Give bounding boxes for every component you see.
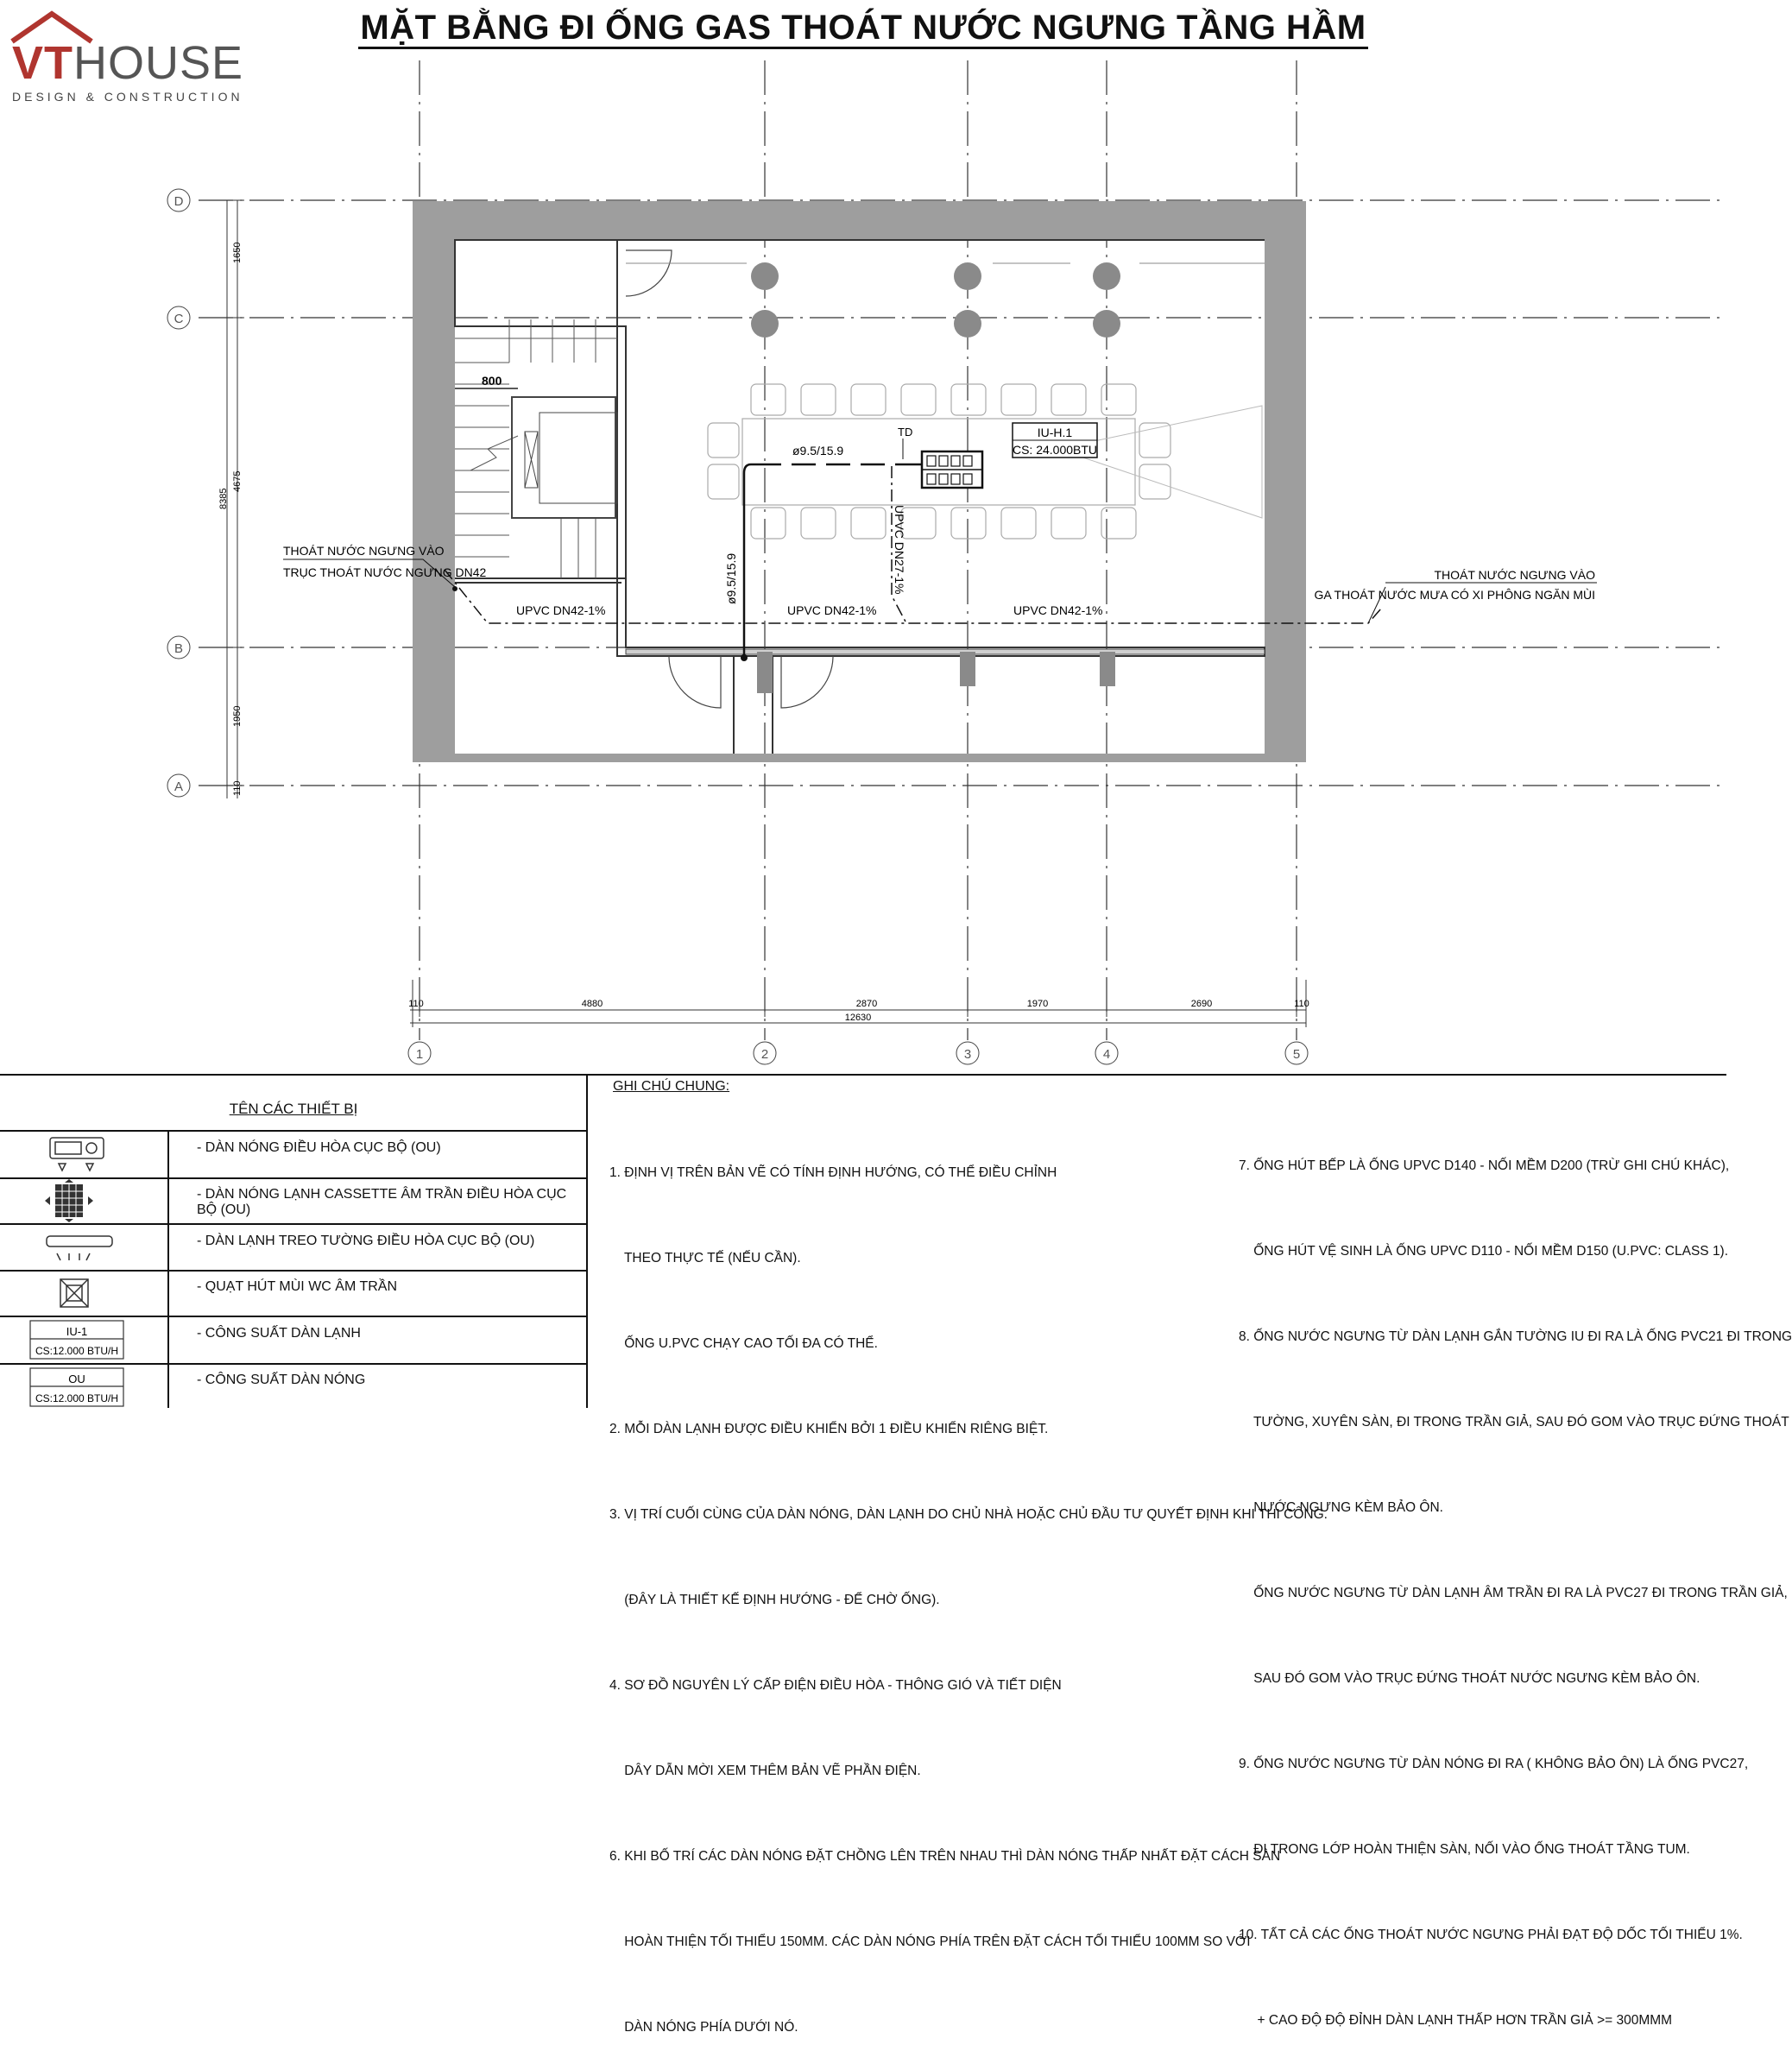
dim-bottom-1970: 1970 (1026, 999, 1049, 1009)
logo-vt: VT (12, 37, 74, 89)
note-line: NƯỚC NGƯNG KÈM BẢO ÔN. (1239, 1500, 1443, 1515)
stair-dimension: 800 (482, 374, 502, 388)
grid-col-4: 4 (1102, 1047, 1111, 1062)
legend-row (0, 1184, 587, 1231)
drain-pipes (445, 466, 1381, 623)
legend-desc: - DÀN NÓNG LẠNH CASSETTE ÂM TRẦN ĐIỀU HÒA CỤC BỘ (OU) (197, 1187, 567, 1217)
dim-bottom-4880: 4880 (581, 999, 603, 1009)
drain-label-v: UPVC DN27-1% (893, 505, 906, 595)
row-grid-bubbles (167, 189, 190, 797)
grid-col-5: 5 (1292, 1047, 1301, 1062)
legend-tag-iu-cap: CS:12.000 BTU/H (35, 1345, 119, 1357)
note-line: 2. MỖI DÀN LẠNH ĐƯỢC ĐIỀU KHIỂN BỞI 1 ĐIỀU KHIỂN RIÊNG BIỆT. (609, 1422, 1049, 1436)
note-line: THEO THỰC TẾ (NẾU CẦN). (609, 1251, 801, 1265)
legend-tag-ou-name: OU (68, 1373, 85, 1385)
doors (626, 250, 833, 708)
grid-col-1: 1 (415, 1047, 424, 1062)
note-line: 4. SƠ ĐỒ NGUYÊN LÝ CẤP ĐIỆN ĐIỀU HÒA - THÔNG GIÓ VÀ TIẾT DIỆN (609, 1678, 1062, 1693)
note-line: ỐNG HÚT VỆ SINH LÀ ỐNG UPVC D110 - NỐI MỀM D150 (U.PVC: CLASS 1). (1239, 1244, 1729, 1259)
legend-heading: TÊN CÁC THIẾT BỊ (229, 1101, 358, 1117)
grid-row-C: C (174, 312, 184, 326)
legend-row (0, 1370, 587, 1417)
grid-col-2: 2 (760, 1047, 769, 1062)
grid-row-B: B (174, 641, 184, 656)
grid-row-A: A (174, 779, 184, 794)
dim-bottom-2870: 2870 (855, 999, 878, 1009)
note-line: HOÀN THIỆN TỐI THIỂU 150MM. CÁC DÀN NÓNG PHÍA TRÊN ĐẶT CÁCH TỐI THIỂU 100MM SO VỚI (609, 1934, 1251, 1949)
legend-desc: - DÀN LẠNH TREO TƯỜNG ĐIỀU HÒA CỤC BỘ (OU) (197, 1234, 535, 1248)
note-line: ỐNG U.PVC CHẠY CAO TỐI ĐA CÓ THỂ. (609, 1336, 878, 1351)
note-line: 10. TẤT CẢ CÁC ỐNG THOÁT NƯỚC NGƯNG PHẢI ĐẠT ĐỘ DỐC TỐI THIỂU 1%. (1239, 1928, 1743, 1942)
note-line: + CAO ĐỘ ĐỘ ĐỈNH DÀN LẠNH THẤP HƠN TRẦN GIẢ >= 300MMM (1239, 2013, 1673, 2028)
gas-pipe-label-v: ø9.5/15.9 (724, 552, 738, 604)
unit-tag-capacity: CS: 24.000BTU (1012, 443, 1098, 457)
right-note-line2: GA THOÁT NƯỚC MƯA CÓ XI PHÔNG NGĂN MÙI (1314, 588, 1595, 602)
notes-column-1 (609, 1101, 1328, 2070)
drain-label-2: UPVC DN42-1% (787, 603, 877, 617)
dim-bottom-110b: 110 (1294, 999, 1309, 1009)
grid-col-3: 3 (963, 1047, 972, 1062)
logo-house: HOUSE (73, 37, 244, 89)
note-line: ỐNG NƯỚC NGƯNG TỪ DÀN LẠNH ÂM TRẦN ĐI RA LÀ PVC27 ĐI TRONG TRẦN GIẢ, (1239, 1586, 1788, 1600)
note-line: SAU ĐÓ GOM VÀO TRỤC ĐỨNG THOÁT NƯỚC NGƯNG KÈM BẢO ÔN. (1239, 1671, 1701, 1686)
interior-walls (455, 240, 1265, 754)
elevator (512, 397, 617, 518)
legend-desc: - CÔNG SUẤT DÀN LẠNH (197, 1326, 361, 1341)
partition-wall (626, 649, 1265, 654)
right-note-line1: THOÁT NƯỚC NGƯNG VÀO (1434, 568, 1595, 582)
col-grid-bubbles (408, 1042, 1308, 1064)
note-line: 6. KHI BỐ TRÍ CÁC DÀN NÓNG ĐẶT CHỒNG LÊN TRÊN NHAU THÌ DÀN NÓNG THẤP NHẤT ĐẶT CÁCH SÀN (609, 1849, 1281, 1864)
indoor-unit-iu-h1 (922, 451, 982, 488)
dim-left-1650: 1650 (232, 242, 243, 263)
note-line: ĐI TRONG LỚP HOÀN THIỆN SÀN, NỐI VÀO ỐNG THOÁT TẦNG TUM. (1239, 1842, 1690, 1857)
legend-row (0, 1277, 587, 1323)
note-line: 9. ỐNG NƯỚC NGƯNG TỪ DÀN NÓNG ĐI RA ( KHÔNG BẢO ÔN) LÀ ỐNG PVC27, (1239, 1757, 1749, 1771)
dim-left-8385: 8385 (218, 488, 229, 509)
gas-pipe-label-h: ø9.5/15.9 (792, 444, 844, 458)
note-line: 8. ỐNG NƯỚC NGƯNG TỪ DÀN LẠNH GẮN TƯỜNG IU ĐI RA LÀ ỐNG PVC21 ĐI TRONG (1239, 1329, 1792, 1344)
drain-label-1: UPVC DN42-1% (516, 603, 606, 617)
legend-desc: - DÀN NÓNG ĐIỀU HÒA CỤC BỘ (OU) (197, 1140, 441, 1155)
legend-tag-iu-name: IU-1 (66, 1325, 88, 1338)
dim-bottom-110a: 110 (408, 999, 424, 1009)
note-line: (ĐÂY LÀ THIẾT KẾ ĐỊNH HƯỚNG - ĐỂ CHỜ ỐNG). (609, 1593, 940, 1607)
grid-row-D: D (174, 194, 184, 209)
left-note-line1: THOÁT NƯỚC NGƯNG VÀO (283, 544, 445, 558)
dim-left-110: 110 (232, 780, 243, 796)
legend-tag-ou-cap: CS:12.000 BTU/H (35, 1392, 119, 1404)
dim-left-1950: 1950 (232, 705, 243, 727)
note-line: 3. VỊ TRÍ CUỐI CÙNG CỦA DÀN NÓNG, DÀN LẠNH DO CHỦ NHÀ HOẶC CHỦ ĐẦU TƯ QUYẾT ĐỊNH KHI THI CÔNG. (609, 1507, 1328, 1522)
staircase (455, 319, 617, 578)
note-line: 7. ỐNG HÚT BẾP LÀ ỐNG UPVC D140 - NỐI MỀM D200 (TRỪ GHI CHÚ KHÁC), (1239, 1158, 1730, 1173)
dim-bottom-2690: 2690 (1190, 999, 1213, 1009)
drain-label-3: UPVC DN42-1% (1013, 603, 1103, 617)
td-label: TD (898, 426, 913, 439)
unit-tag-name: IU-H.1 (1037, 426, 1073, 439)
legend-row (0, 1231, 587, 1278)
drawing-title-text: MẶT BẰNG ĐI ỐNG GAS THOÁT NƯỚC NGƯNG TẦNG HẦM (358, 9, 1367, 49)
dim-left-4675: 4675 (232, 470, 243, 492)
legend-row (0, 1323, 587, 1370)
ceiling-lights (751, 262, 1120, 338)
notes-column-2 (1239, 1095, 1792, 2063)
legend-row (0, 1138, 587, 1184)
note-line: DÀN NÓNG PHÍA DƯỚI NÓ. (609, 2020, 798, 2035)
left-note-line2: TRỤC THOÁT NƯỚC NGƯNG DN42 (283, 565, 487, 579)
note-line: DÂY DẪN MỜI XEM THÊM BẢN VẼ PHẦN ĐIỆN. (609, 1764, 921, 1778)
logo-tagline: DESIGN & CONSTRUCTION (12, 90, 243, 104)
note-line: TƯỜNG, XUYÊN SÀN, ĐI TRONG TRẦN GIẢ, SAU ĐÓ GOM VÀO TRỤC ĐỨNG THOÁT (1239, 1415, 1789, 1429)
note-line: 1. ĐỊNH VỊ TRÊN BẢN VẼ CÓ TÍNH ĐỊNH HƯỚNG, CÓ THỂ ĐIỀU CHỈNH (609, 1165, 1057, 1180)
wall-columns (757, 652, 1115, 693)
dim-total: 12630 (844, 1013, 872, 1023)
legend-desc: - CÔNG SUẤT DÀN NÓNG (197, 1373, 366, 1387)
legend-desc: - QUẠT HÚT MÙI WC ÂM TRẦN (197, 1279, 397, 1294)
notes-heading: GHI CHÚ CHUNG: (613, 1079, 730, 1094)
exterior-wall (413, 201, 1306, 762)
